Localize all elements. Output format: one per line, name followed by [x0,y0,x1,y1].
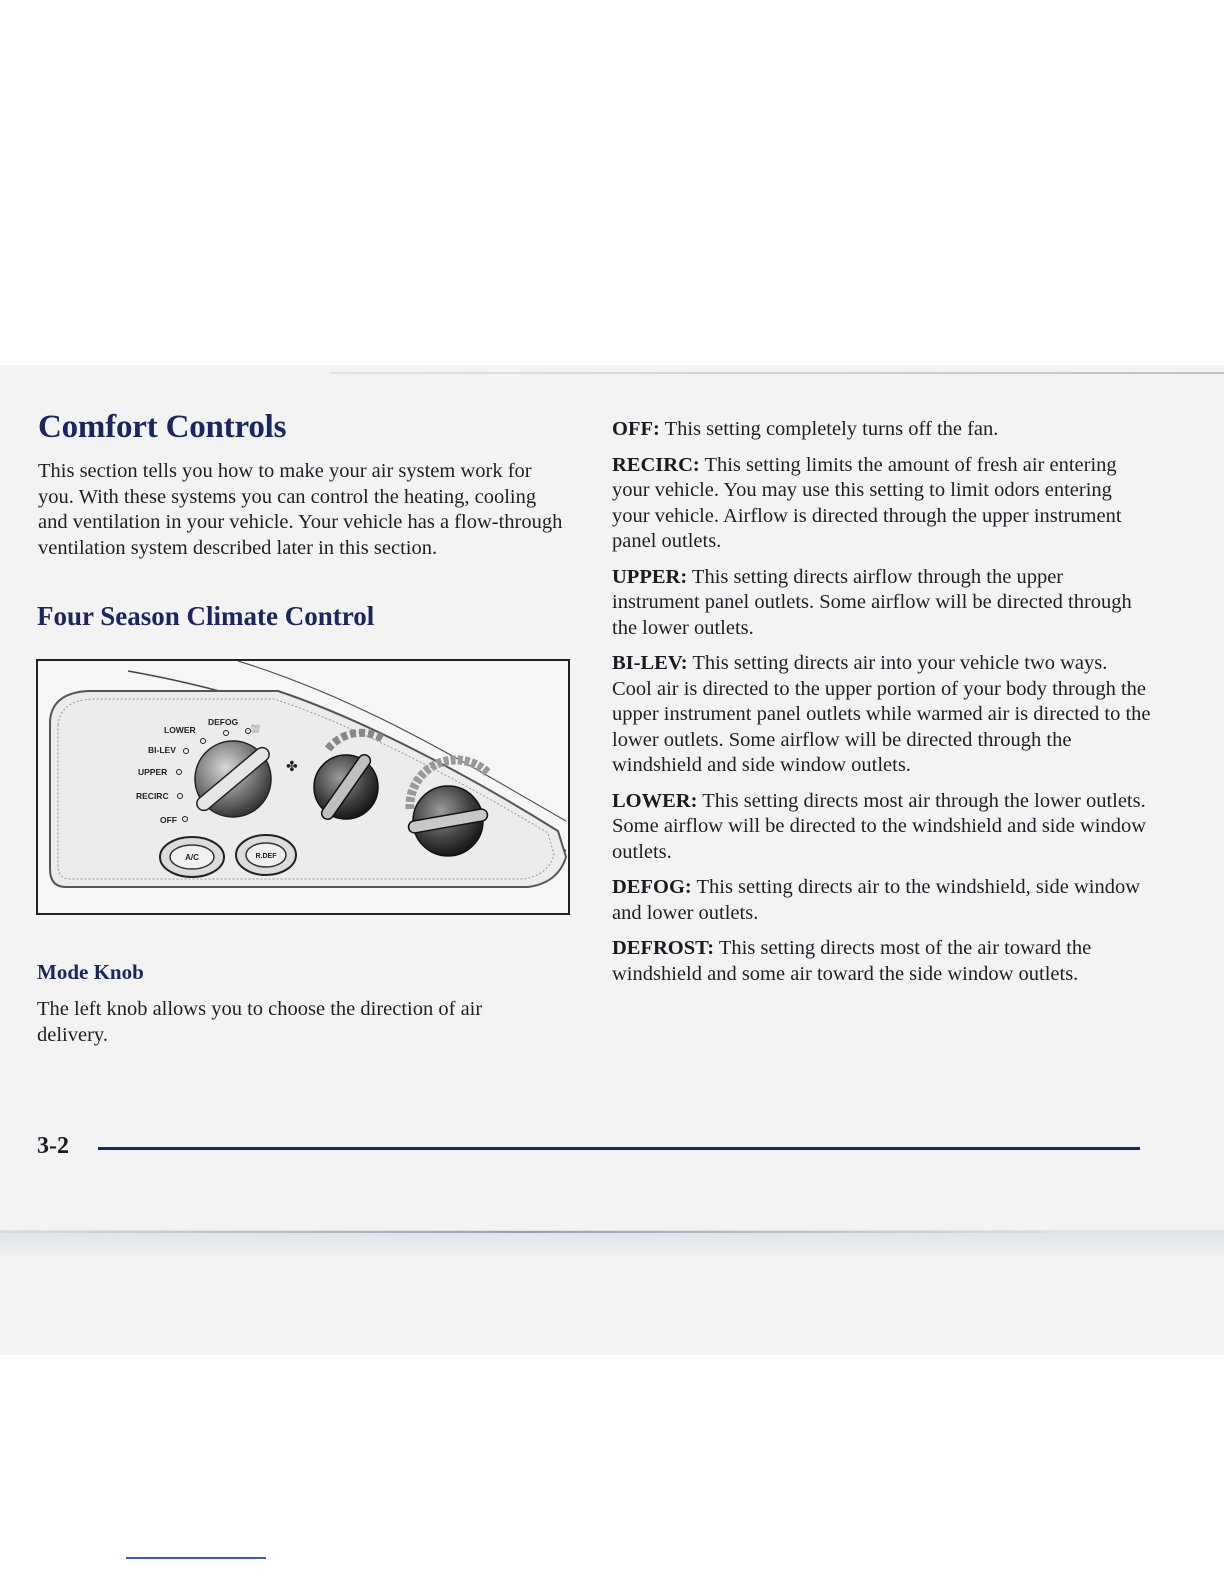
setting-defrost [612,936,1152,987]
mode-label-off: OFF [160,815,177,825]
climate-panel-drawing [38,661,568,913]
top-divider [330,372,1224,374]
setting-term: LOWER: [612,789,698,812]
mode-label-bilev: BI-LEV [148,745,176,755]
setting-term: UPPER: [612,565,688,588]
setting-term: DEFOG: [612,876,692,898]
setting-text: This setting directs air to the windshield, side window and lower outlets. [612,876,1141,924]
rear-defrost-button[interactable] [236,835,296,875]
mode-knob[interactable] [194,741,272,817]
setting-text: This setting directs most air through the lower outlets. Some airflow will be directed to the windshield and side window outlets. [612,789,1147,863]
page-bottom-shade [0,1230,1224,1260]
setting-term: BI-LEV: [612,652,688,674]
setting-defog [612,875,1152,926]
settings-list [612,417,1152,997]
setting-recirc [612,453,1152,555]
manual-page [0,365,1224,1355]
setting-term: RECIRC: [612,453,700,476]
mode-label-defog: DEFOG [208,717,239,727]
subsection-title: Four Season Climate Control [37,601,375,631]
setting-text: This setting limits the amount of fresh air entering your vehicle. You may use this setting to limit odors entering your vehicle. Airflow is directed through the upper instrument panel outlets. [612,453,1122,552]
mode-label-lower: LOWER [164,725,196,735]
setting-term: OFF: [612,418,660,440]
link-underline[interactable] [126,1557,266,1559]
setting-term: DEFROST: [612,937,715,959]
ac-button[interactable] [160,837,224,877]
rear-defrost-label: R.DEF [255,853,277,860]
fan-icon: ✤ [286,759,298,775]
mode-label-recirc: RECIRC [136,791,169,801]
setting-lower [612,789,1152,866]
setting-text: This setting directs most of the air toward the windshield and some air toward the side window outlets. [612,937,1092,985]
setting-text: This setting directs air into your vehicle two ways. Cool air is directed to the upper portion of your body through the upper instrument panel outlets while warmed air is directed to the lower outlets. Some airflow will be directed through the windshield and side window outlets. [612,652,1151,776]
mode-label-upper: UPPER [138,767,168,777]
setting-upper [612,565,1152,642]
climate-control-illustration [36,659,570,915]
setting-off [612,417,1152,443]
setting-bilev [612,651,1152,779]
setting-text: This setting directs airflow through the upper instrument panel outlets. Some airflow will be directed through the lower outlets. [612,565,1132,639]
panel-bezel [50,691,566,887]
defrost-icon: ⛆ [251,723,260,736]
footer-rule [98,1147,1140,1150]
intro-paragraph: This section tells you how to make your air system work for you. With these systems you can control the heating, cooling and ventilation in your vehicle. Your vehicle has a flow-through ventilation system described later in this section. [38,460,563,559]
section-title: Comfort Controls [38,409,287,445]
page-number: 3-2 [37,1133,69,1159]
mode-knob-heading: Mode Knob [37,960,144,984]
ac-button-label: A/C [185,853,199,862]
mode-knob-description: The left knob allows you to choose the direction of air delivery. [37,998,483,1046]
setting-text: This setting completely turns off the fan. [664,418,999,440]
bottom-divider [0,1231,1050,1233]
